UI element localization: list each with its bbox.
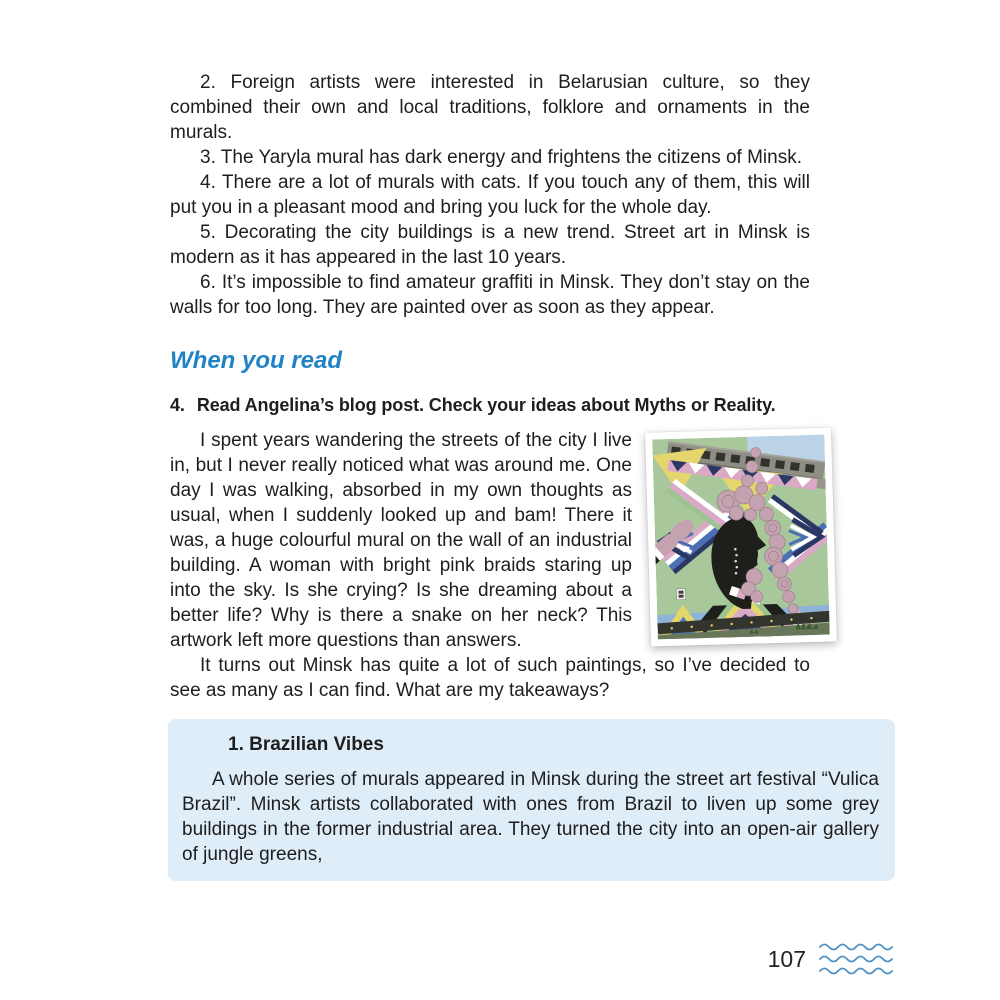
blog-paragraph: I spent years wandering the streets of the city I live in, but I never really noticed what was around me. One day I was walking, absorbed in my own thoughts as usual, when I suddenly looked up and bam! There it was, a huge colourful mural on the wall of an industrial building. A woman with bright pink braids staring up into the sky. Is she crying? Is she dreaming about a better life? Why is there a snake on her neck? This artwork left more questions than answers. (170, 430, 632, 651)
blog-paragraph: It turns out Minsk has quite a lot of such paintings, so I’ve decided to see as many as I can find. What are my takeaways? (170, 655, 810, 701)
list-item-number: 6. (200, 272, 216, 293)
mural-photo (645, 427, 837, 646)
list-item (170, 145, 810, 170)
exercise-number: 4. (170, 395, 185, 415)
blog-post (170, 428, 810, 703)
list-item (170, 70, 810, 145)
exercise-instruction (170, 392, 810, 418)
callout-title: 1. Brazilian Vibes (228, 734, 384, 755)
list-item-text: There are a lot of murals with cats. If you touch any of them, this will put you in a pleasant mood and bring you luck for the whole day. (170, 172, 810, 218)
exercise-text: Read Angelina’s blog post. Check your ideas about Myths or Reality. (196, 395, 776, 415)
list-item (170, 270, 810, 320)
mural-photo-illustration (652, 435, 830, 640)
list-item-number: 5. (200, 222, 216, 243)
list-item-number: 3. (200, 147, 216, 168)
list-item-text: Decorating the city buildings is a new trend. Street art in Minsk is modern as it has appeared in the last 10 years. (170, 222, 811, 268)
page-content (170, 70, 879, 881)
wave-icon (818, 940, 894, 978)
list-item-text: The Yaryla mural has dark energy and frightens the citizens of Minsk. (220, 147, 802, 168)
list-item-text: Foreign artists were interested in Belarusian culture, so they combined their own and local traditions, folklore and ornaments in the murals. (170, 72, 810, 143)
section-heading: When you read (170, 347, 343, 374)
page-number: 107 (767, 945, 806, 972)
page-footer (768, 940, 894, 978)
list-item-number: 4. (200, 172, 216, 193)
callout-box (168, 719, 895, 881)
list-item (170, 170, 810, 220)
callout-text: A whole series of murals appeared in Minsk during the street art festival “Vulica Brazil”. Minsk artists collaborated with ones from Brazil to liven up some grey buildings in the former industrial area. They turned the city into an open-air gallery of jungle greens, (182, 769, 879, 865)
list-item-number: 2. (200, 72, 216, 93)
list-item (170, 220, 810, 270)
list-item-text: It’s impossible to find amateur graffiti in Minsk. They don’t stay on the walls for too long. They are painted over as soon as they appear. (170, 272, 810, 318)
